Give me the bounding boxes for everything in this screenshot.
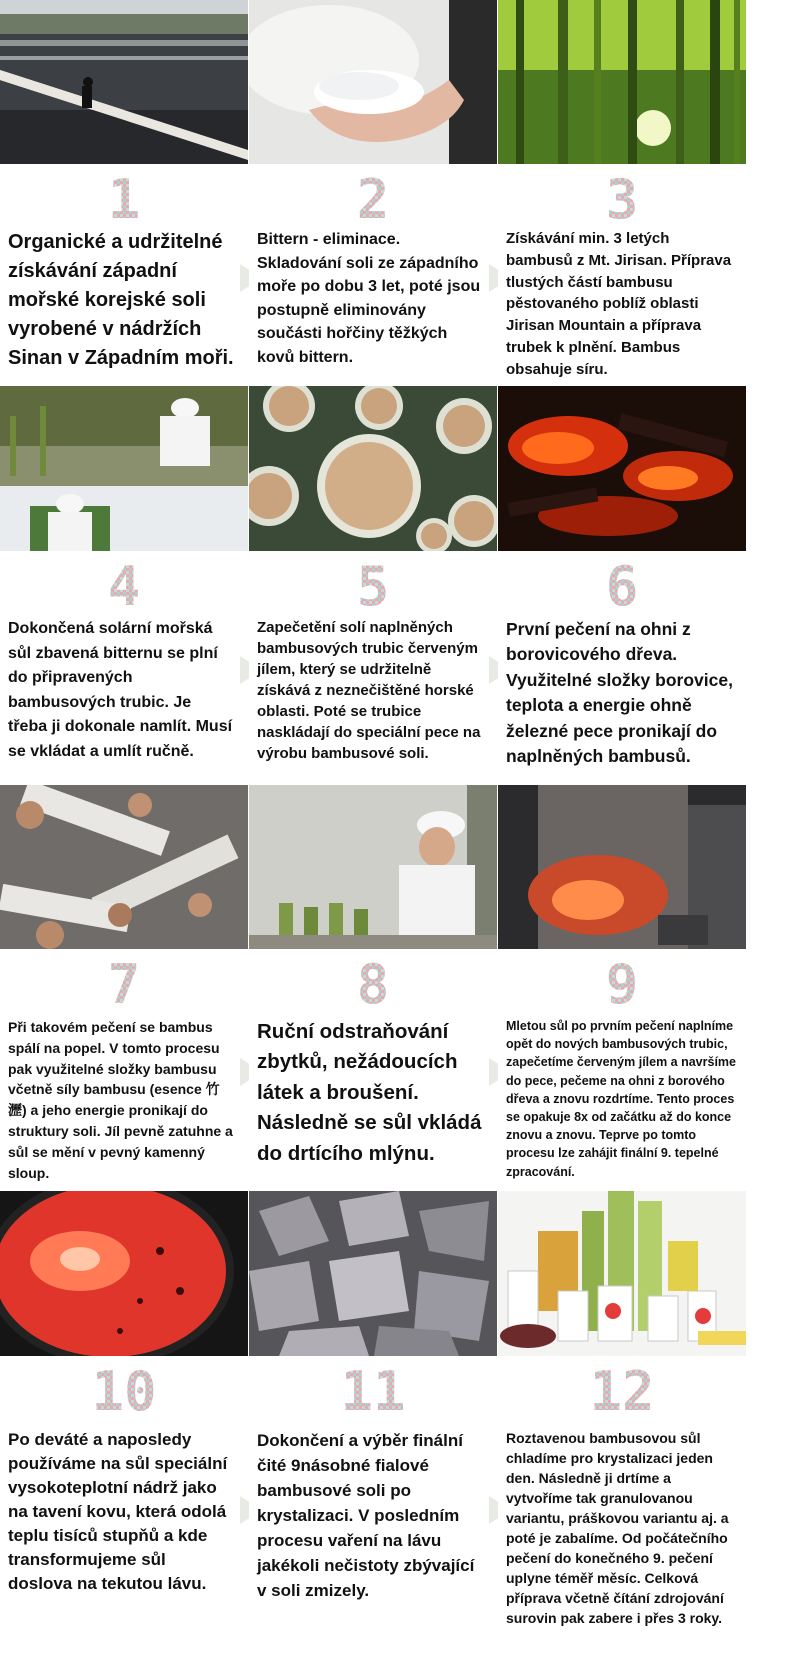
bamboo-forest-photo — [498, 0, 746, 164]
molten-salt-photo — [0, 1191, 248, 1356]
fire-photo — [498, 386, 746, 551]
step-number — [498, 1364, 746, 1416]
crystals-photo — [249, 1191, 497, 1356]
step-number-graphic — [351, 172, 395, 224]
workers-filling-photo — [0, 386, 248, 551]
sealed-tubes-photo — [249, 386, 497, 551]
step-description: Bittern - eliminace. Skladování soli ze západního moře po dobu 3 let, poté jsou postupně eliminovány součásti hořčiny těžkých kovů bittern. — [257, 231, 481, 366]
step-number-label — [498, 559, 499, 560]
svg-text:7: 7 — [107, 957, 141, 1009]
svg-text:6: 6 — [605, 559, 639, 611]
step-card — [498, 551, 746, 785]
step-number — [249, 1364, 497, 1416]
step-card — [498, 1356, 746, 1668]
burnt-pillars-photo — [0, 785, 248, 949]
step-number — [0, 1364, 248, 1416]
step-description: Ruční odstraňování zbytků, nežádoucích látek a broušení. Následně se sůl vkládá do drtícího mlýnu. — [257, 1020, 482, 1165]
step-number-graphic — [600, 172, 644, 224]
step-number-graphic — [83, 1364, 165, 1416]
step-card — [0, 164, 248, 386]
svg-text:4: 4 — [107, 559, 141, 611]
step-number-graphic — [332, 1364, 414, 1416]
step-number — [249, 172, 497, 224]
step-number-graphic — [102, 559, 146, 611]
step-number-graphic — [351, 559, 395, 611]
step-number — [498, 172, 746, 224]
svg-text:12: 12 — [589, 1364, 655, 1416]
svg-text:9: 9 — [605, 957, 639, 1009]
step-number-label — [498, 957, 499, 958]
step-card — [249, 1356, 497, 1668]
step-number-graphic — [102, 172, 146, 224]
step-number — [0, 957, 248, 1009]
step-number-graphic — [102, 957, 146, 1009]
step-description: Dokončená solární mořská sůl zbavená bitternu se plní do připravených bambusových trubic. Je třeba ji dokonale namlít. Musí se vkládat a umlít ručně. — [8, 620, 233, 760]
svg-text:11: 11 — [340, 1364, 406, 1416]
step-number-graphic — [600, 559, 644, 611]
step-card — [249, 551, 497, 785]
step-description: Roztavenou bambusovou sůl chladíme pro krystalizaci jeden den. Následně ji drtíme a vytvoříme tak granulovanou variantu, práškovou variantu aj. a poté je zabalíme. Od počátečního pečení do konečného 9. pečení uplyne téměř měsíc. Celková příprava včetně čítání zdrojování surovin pak zabere i přes 3 roky. — [506, 1430, 729, 1626]
step-number-label — [249, 559, 250, 560]
furnace-photo — [498, 785, 746, 949]
step-number-label — [0, 559, 1, 560]
step-description: Organické a udržitelné získávání západní mořské korejské soli vyrobené v nádržích Sinan v Západním moři. — [8, 231, 234, 369]
step-number-label — [0, 172, 1, 173]
svg-text:1: 1 — [107, 172, 141, 224]
salt-pond-photo — [0, 0, 248, 164]
step-number-label — [498, 172, 499, 173]
svg-text:10: 10 — [91, 1364, 157, 1416]
step-card — [249, 949, 497, 1191]
step-description: Zapečetění solí naplněných bambusových trubic červeným jílem, který se udržitelně získává z neznečištěné horské oblasti. Poté se trubice naskládají do speciální pece na výrobu bambusové soli. — [257, 619, 481, 762]
step-description: Mletou sůl po prvním pečení naplníme opět do nových bambusových trubic, zapečetíme červeným jílem a navršíme do pece, pečeme na ohni z borového dřeva a znovu rozdrtíme. Tento proces se opakuje 8x od začátku až do konce znovu a znovu. Teprve po tomto procesu lze zahájit finální 9. tepelné zpracování. — [506, 1019, 736, 1179]
step-card — [249, 164, 497, 386]
svg-text:2: 2 — [356, 172, 390, 224]
step-description: Dokončení a výběr finální čité 9násobné fialové bambusové soli po krystalizaci. V posledním procesu vaření na lávu jakékoli nečistoty zbývající v soli zmizely. — [257, 1431, 475, 1600]
step-description: Po deváté a naposledy používáme na sůl speciální vysokoteplotní nádrž jako na tavení kovu, která odolá teplu tisíců stupňů a kde transformujeme sůl doslova na tekutou lávu. — [8, 1430, 228, 1593]
step-description: Při takovém pečení se bambus spálí na popel. V tomto procesu pak využitelné složky bambusu včetně síly bambusu (esence 竹瀝) a jeho energie pronikají do struktury soli. Jíl pevně zatuhne a sůl se mění v pevný kamenný sloup. — [8, 1019, 233, 1181]
svg-text:5: 5 — [356, 559, 390, 611]
step-number-graphic — [581, 1364, 663, 1416]
step-card — [0, 1356, 248, 1668]
step-card — [498, 949, 746, 1191]
svg-text:8: 8 — [356, 957, 390, 1009]
salt-in-hands-photo — [249, 0, 497, 164]
step-number — [249, 957, 497, 1009]
step-number-graphic — [600, 957, 644, 1009]
step-number-label — [249, 957, 250, 958]
worker-grinding-photo — [249, 785, 497, 949]
step-number-label — [0, 1364, 1, 1365]
step-description: První pečení na ohni z borovicového dřeva. Využitelné složky borovice, teplota a energie ohně železné pece pronikají do naplněných bambusů. — [506, 619, 733, 767]
step-card — [0, 949, 248, 1191]
step-card — [498, 164, 746, 386]
step-number — [0, 559, 248, 611]
step-card — [0, 551, 248, 785]
step-number — [249, 559, 497, 611]
step-number-graphic — [351, 957, 395, 1009]
step-number-label — [0, 957, 1, 958]
step-number-label — [498, 1364, 499, 1365]
step-description: Získávání min. 3 letých bambusů z Mt. Jirisan. Příprava tlustých částí bambusu pěstovaného poblíž oblasti Jirisan Mountain a příprava trubek k plnění. Bambus obsahuje síru. — [506, 230, 732, 378]
step-number-label — [249, 1364, 250, 1365]
step-number-label — [249, 172, 250, 173]
svg-text:3: 3 — [605, 172, 639, 224]
step-number — [498, 957, 746, 1009]
products-photo — [498, 1191, 746, 1356]
step-number — [0, 172, 248, 224]
step-number — [498, 559, 746, 611]
